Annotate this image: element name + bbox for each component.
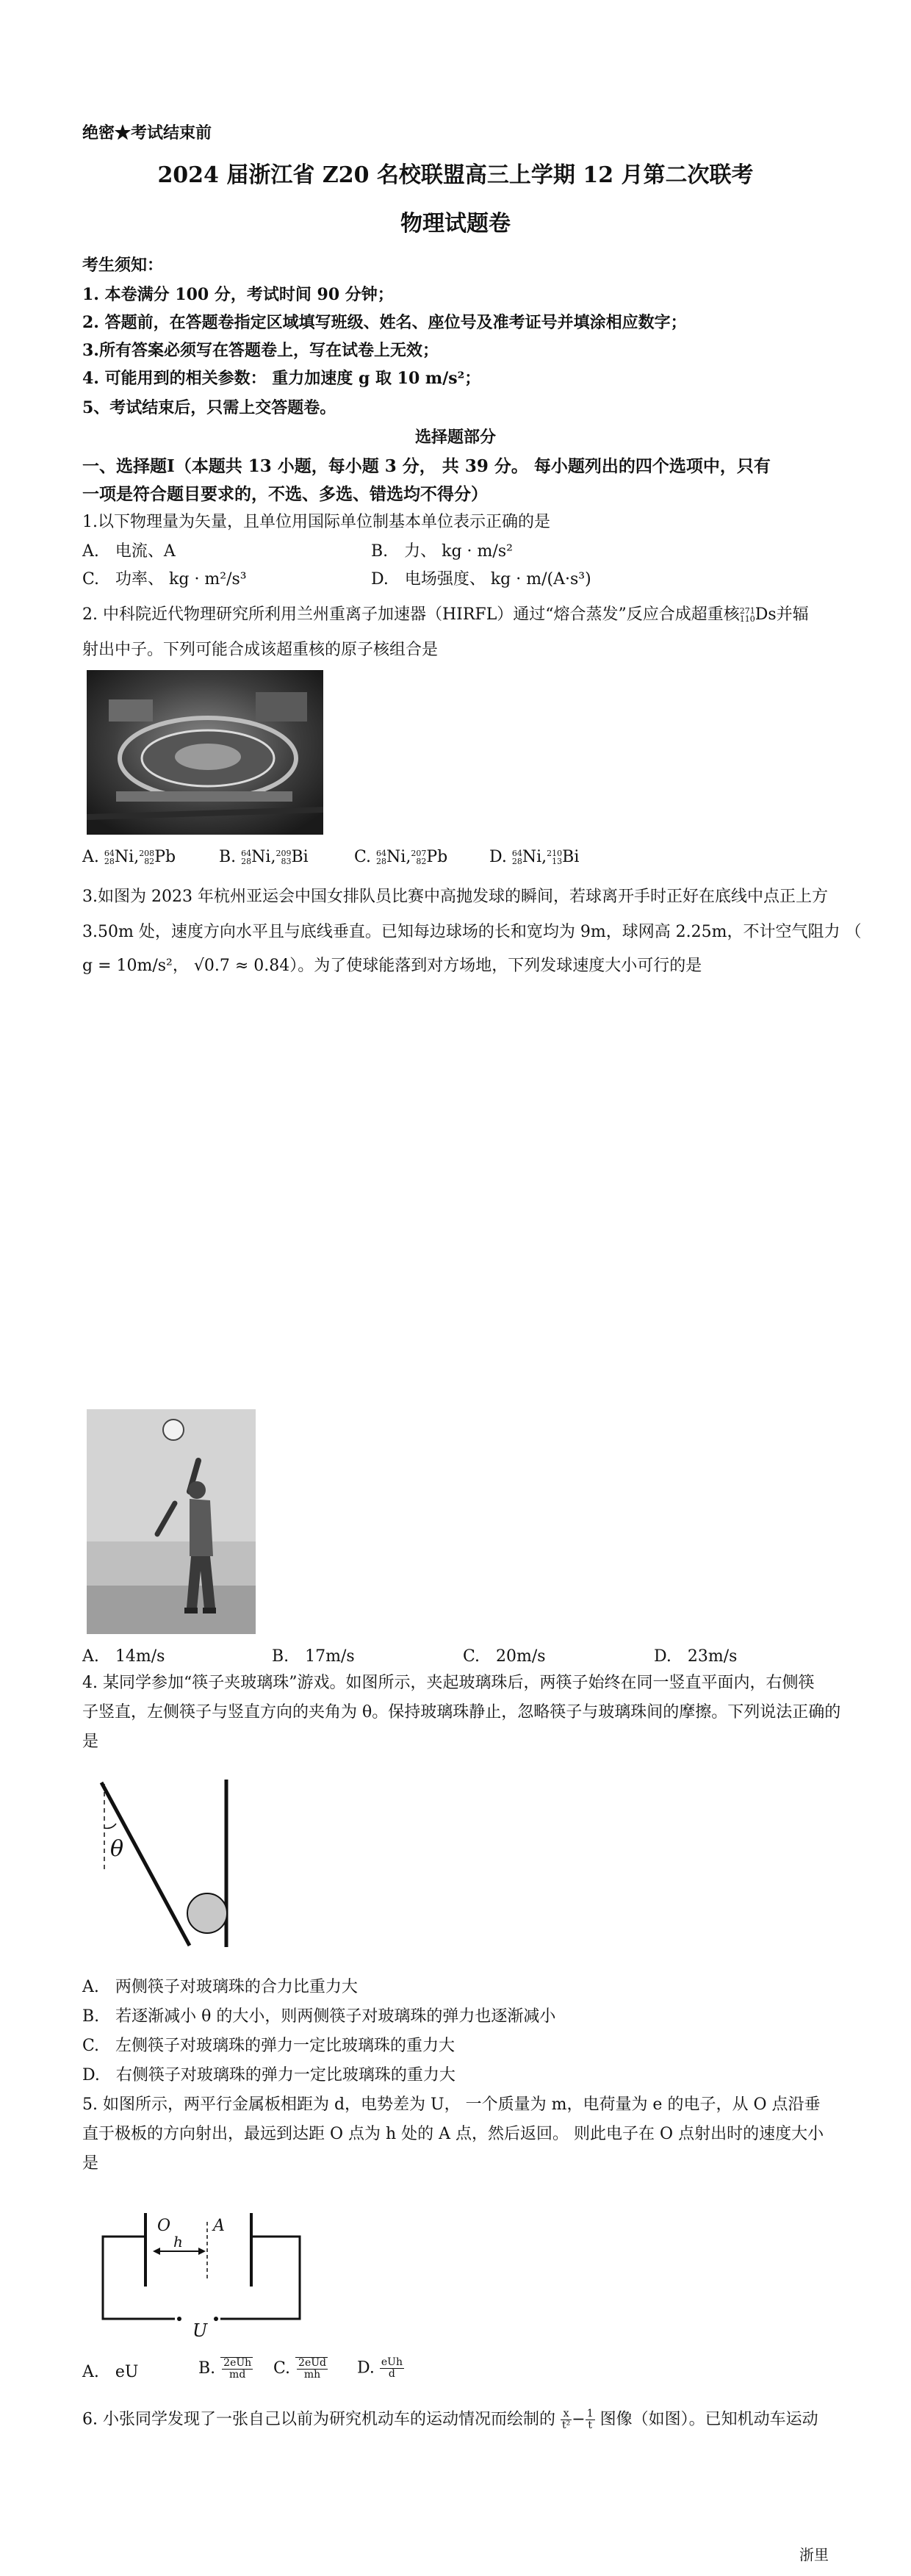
q2-c-nuclide1-charge: 28 xyxy=(376,857,387,866)
q5-d-denominator: d xyxy=(388,2368,395,2380)
q2-option-b-label: B. xyxy=(219,848,237,866)
q5-stem-line3: 是 xyxy=(82,2154,99,2173)
q2-b-nuclide1-charge: 28 xyxy=(241,857,252,866)
q5-option-c-label: C. xyxy=(273,2359,291,2378)
q5-option-b-sqrt xyxy=(220,2357,253,2381)
instruction-item: 2. 答题前，在答题卷指定区域填写班级、姓名、座位号及准考证号并填涂相应数字； xyxy=(82,313,687,332)
chopsticks-figure xyxy=(87,1777,256,1953)
q2-option-b: B. 64 28 Ni, 209 83 Bi xyxy=(219,848,309,866)
q2-c-nuclide1-numbers xyxy=(376,849,386,866)
q1-stem: 1.以下物理量为矢量，且单位用国际单位制基本单位表示正确的是 xyxy=(82,513,550,531)
q2-d-nuclide1-charge: 28 xyxy=(511,857,522,866)
q2-a-nuclide2-mass: 208 xyxy=(139,849,155,858)
q2-a-nuclide1-mass: 64 xyxy=(104,849,115,858)
q2-c-nuclide2: Pb xyxy=(426,848,448,866)
q3-stem-line2: 3.50m 处，速度方向水平且与底线垂直。已知每边球场的长和宽均为 9m，球网高 2.25m，不计空气阻力 （ xyxy=(82,923,862,941)
q3-stem-line3: g = 10m/s²， √0.7 ≈ 0.84）。为了使球能落到对方场地，下列发球速度大小可行的是 xyxy=(82,957,702,975)
q6-frac2-num: 1 xyxy=(586,2408,594,2420)
q5-option-c xyxy=(273,2357,328,2381)
q2-b-nuclide2-charge: 83 xyxy=(281,857,292,866)
q2-d-nuclide2-charge: 13 xyxy=(552,857,563,866)
q1-option-b: B. 力、 kg · m/s² xyxy=(371,542,513,561)
q2-a-nuclide1-numbers xyxy=(104,849,115,866)
q2-d-nuclide2-numbers xyxy=(547,849,562,866)
q6-frac2-den: t xyxy=(588,2420,592,2431)
q5-stem-line2: 直于极板的方向射出，最远到达距 O 点为 h 处的 A 点，然后返回。 则此电子在 O 点射出时的速度大小 xyxy=(82,2125,824,2143)
q1-option-c: C. 功率、 kg · m²/s³ xyxy=(82,570,247,589)
parallel-plates-figure xyxy=(96,2207,316,2344)
q2-b-nuclide1: Ni xyxy=(251,848,271,866)
q2-d-nuclide1-numbers xyxy=(512,849,522,866)
q3-stem-line1: 3.如图为 2023 年杭州亚运会中国女排队员比赛中高抛发球的瞬间，若球离开手时正好在底线中点正上方 xyxy=(82,888,828,906)
q2-a-nuclide1-charge: 28 xyxy=(104,857,115,866)
q2-option-a: A. 64 28 Ni, 208 82 Pb xyxy=(82,848,176,866)
q2-b-nuclide2-mass: 209 xyxy=(276,849,292,858)
q4-option-a: A. 两侧筷子对玻璃珠的合力比重力大 xyxy=(82,1978,358,1996)
q2-c-nuclide2-charge: 82 xyxy=(416,857,427,866)
exam-subtitle: 物理试题卷 xyxy=(400,211,511,237)
q5-option-c-sqrt xyxy=(295,2357,328,2381)
q3-option-d: D. 23m/s xyxy=(654,1647,738,1666)
point-a-label: A xyxy=(213,2217,225,2235)
q2-c-nuclide1-mass: 64 xyxy=(376,849,387,858)
accelerator-photo xyxy=(87,670,323,835)
q5-option-d xyxy=(357,2357,404,2380)
q6-frac1-den: t² xyxy=(562,2420,571,2431)
point-o-label: O xyxy=(157,2217,171,2235)
q2-a-nuclide1: Ni xyxy=(114,848,134,866)
instruction-item: 3.所有答案必须写在答题卷上，写在试卷上无效； xyxy=(82,341,439,360)
q2-d-nuclide1-mass: 64 xyxy=(511,849,522,858)
q2-stem-end: 并辐 xyxy=(776,605,809,624)
q2-b-nuclide1-mass: 64 xyxy=(241,849,252,858)
section-desc-line2: 一项是符合题目要求的，不选、多选、错选均不得分） xyxy=(82,484,488,504)
q6-stem-post: 图像（如图）。已知机动车运动 xyxy=(599,2410,818,2429)
q4-option-d: D. 右侧筷子对玻璃珠的弹力一定比玻璃珠的重力大 xyxy=(82,2066,455,2084)
q4-option-b: B. 若逐渐减小 θ 的大小，则两侧筷子对玻璃珠的弹力也逐渐减小 xyxy=(82,2007,556,2026)
q5-option-c-fraction xyxy=(297,2358,328,2381)
q5-b-denominator: md xyxy=(229,2369,246,2381)
q1-option-d: D. 电场强度、 kg · m/(A·s³) xyxy=(371,570,591,589)
q6-stem-pre: 6. 小张同学发现了一张自己以前为研究机动车的运动情况而绘制的 xyxy=(82,2410,555,2429)
q5-option-d-label: D. xyxy=(357,2359,375,2378)
q4-stem-line3: 是 xyxy=(82,1733,99,1751)
secret-label: 绝密★考试结束前 xyxy=(82,123,212,143)
q5-d-numerator: eUh xyxy=(381,2356,403,2368)
q2-d-nuclide1: Ni xyxy=(522,848,542,866)
q5-option-a: A. eU xyxy=(82,2363,139,2381)
q2-nuclide-charge: 110 xyxy=(739,614,755,624)
q6-fraction-1-t xyxy=(586,2408,595,2431)
q3-option-b: B. 17m/s xyxy=(272,1647,355,1666)
q2-stem-line2: 射出中子。下列可能合成该超重核的原子核组合是 xyxy=(82,641,439,659)
q2-c-nuclide1: Ni xyxy=(386,848,406,866)
q3-option-a: A. 14m/s xyxy=(82,1647,165,1666)
q5-option-b xyxy=(198,2357,253,2381)
q2-option-c: C. 64 28 Ni, 207 82 Pb xyxy=(354,848,448,866)
q2-c-nuclide2-mass: 207 xyxy=(411,849,427,858)
q2-stem-line1 xyxy=(82,604,809,626)
q6-minus: − xyxy=(572,2410,586,2429)
instruction-item: 4. 可能用到的相关参数： 重力加速度 g 取 10 m/s²； xyxy=(82,369,481,388)
volleyball-photo xyxy=(87,1409,256,1634)
q2-b-nuclide1-numbers xyxy=(241,849,251,866)
q5-option-d-fraction xyxy=(380,2357,404,2380)
section-desc-line1: 一、选择题Ⅰ（本题共 13 小题，每小题 3 分， 共 39 分。 每小题列出的四个选项中，只有 xyxy=(82,456,771,476)
distance-h-label: h xyxy=(173,2233,183,2251)
instruction-item: 5、考试结束后，只需上交答题卷。 xyxy=(82,398,336,417)
q2-nuclide-symbol: Ds xyxy=(755,605,777,624)
q5-b-numerator: 2eUh xyxy=(223,2357,252,2369)
q5-stem-line1: 5. 如图所示，两平行金属板相距为 d，电势差为 U， 一个质量为 m，电荷量为 e 的电子，从 O 点沿垂 xyxy=(82,2095,821,2114)
q2-d-nuclide2-mass: 210 xyxy=(547,849,563,858)
footer-corner-text: 浙里 xyxy=(799,2546,829,2564)
q3-option-c: C. 20m/s xyxy=(463,1647,546,1666)
q2-nuclide xyxy=(740,607,755,623)
q2-d-nuclide2: Bi xyxy=(562,848,580,866)
q2-option-d: D. 64 28 Ni, 210 13 Bi xyxy=(489,848,580,866)
q2-a-nuclide2-numbers xyxy=(139,849,154,866)
q5-c-denominator: mh xyxy=(303,2369,321,2381)
q6-stem-line1 xyxy=(82,2408,818,2431)
q6-fraction-x-t2 xyxy=(561,2408,572,2431)
q2-nuclide-mass: 271 xyxy=(739,606,755,616)
q2-option-a-label: A. xyxy=(82,848,99,866)
q2-a-nuclide2-charge: 82 xyxy=(144,857,155,866)
q4-stem-line1: 4. 某同学参加“筷子夹玻璃珠”游戏。如图所示，夹起玻璃珠后，两筷子始终在同一竖直平面内，右侧筷 xyxy=(82,1674,815,1692)
instructions-heading: 考生须知： xyxy=(82,256,164,275)
section-title: 选择题部分 xyxy=(414,428,496,447)
q2-option-d-label: D. xyxy=(489,848,507,866)
q2-stem-text: 2. 中科院近代物理研究所利用兰州重离子加速器（HIRFL）通过“熔合蒸发”反应合成超重核 xyxy=(82,605,740,624)
voltage-u-label: U xyxy=(192,2320,208,2341)
q4-option-c: C. 左侧筷子对玻璃珠的弹力一定比玻璃珠的重力大 xyxy=(82,2037,455,2055)
q2-c-nuclide2-numbers xyxy=(411,849,426,866)
q2-b-nuclide2: Bi xyxy=(291,848,309,866)
q2-option-c-label: C. xyxy=(354,848,372,866)
q1-option-a: A. 电流、A xyxy=(82,542,176,561)
q5-option-b-label: B. xyxy=(198,2359,216,2378)
exam-title: 2024 届浙江省 Z20 名校联盟高三上学期 12 月第二次联考 xyxy=(157,162,754,188)
q2-b-nuclide2-numbers xyxy=(276,849,291,866)
theta-label: θ xyxy=(110,1836,124,1862)
q2-a-nuclide2: Pb xyxy=(154,848,176,866)
q6-frac1-num: x xyxy=(561,2408,572,2420)
q5-option-b-fraction xyxy=(222,2358,253,2381)
q5-c-numerator: 2eUd xyxy=(298,2357,326,2369)
instruction-item: 1. 本卷满分 100 分，考试时间 90 分钟； xyxy=(82,285,394,304)
q4-stem-line2: 子竖直，左侧筷子与竖直方向的夹角为 θ。保持玻璃珠静止，忽略筷子与玻璃珠间的摩擦。下列说法正确的 xyxy=(82,1703,841,1721)
